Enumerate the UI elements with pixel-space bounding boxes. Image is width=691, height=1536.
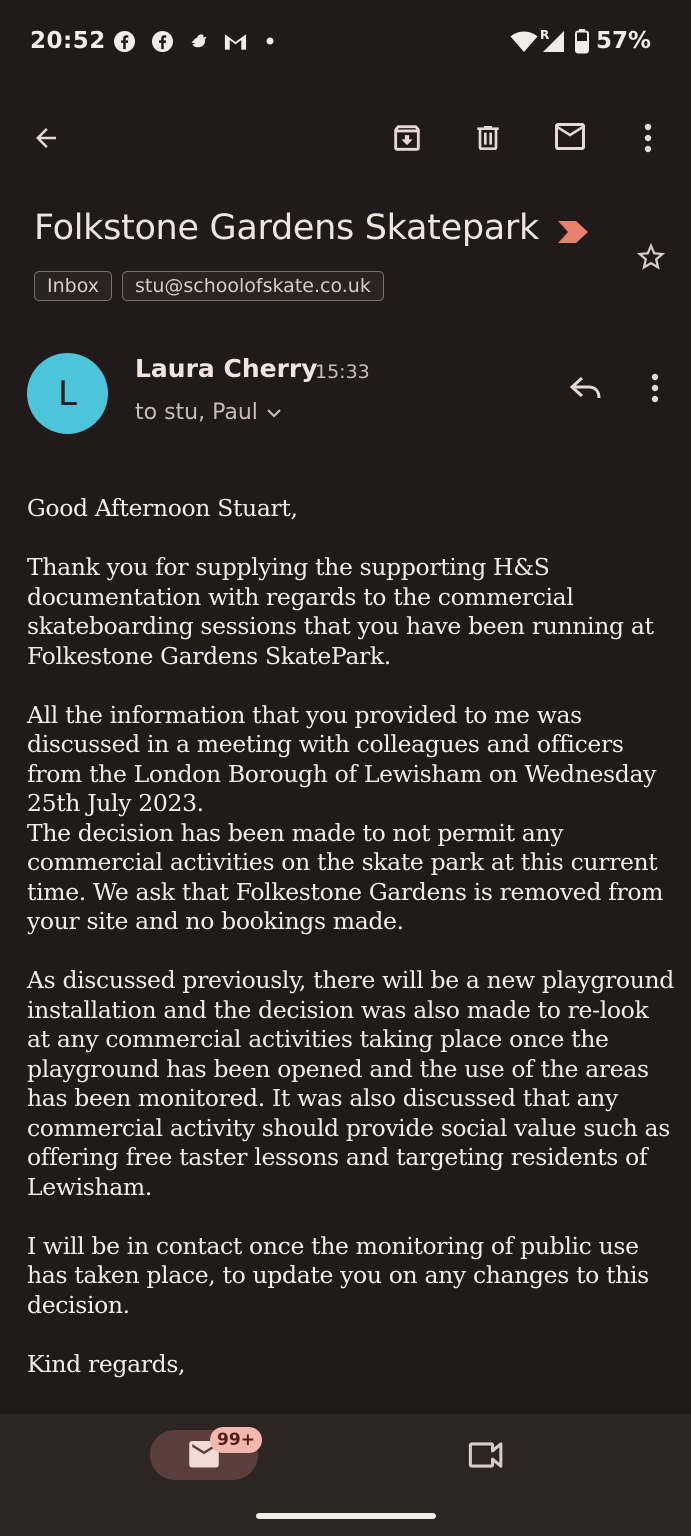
dot-icon	[266, 37, 274, 45]
more-vertical-icon	[643, 123, 653, 153]
body-paragraph: As discussed previously, there will be a new playground installation and the decision was also made to re-look at any commercial activities taking place once the playground has been opened and the use of the areas has been monitored. It was also discussed that any commercial activity should provide social value such as offering free taster lessons and targeting residents of Lewisham.	[27, 966, 674, 1201]
reply-button[interactable]	[563, 365, 609, 411]
video-camera-icon	[469, 1441, 505, 1469]
delete-button[interactable]	[462, 112, 514, 164]
signal-icon	[543, 30, 565, 53]
archive-icon	[390, 121, 424, 155]
body-paragraph: Thank you for supplying the supporting H&S documentation with regards to the commercial skateboarding sessions that you have been running at Folkestone Gardens SkatePark.	[27, 553, 654, 670]
back-button[interactable]	[20, 112, 72, 164]
star-icon	[634, 240, 668, 274]
body-paragraph: All the information that you provided to me was discussed in a meeting with colleagues and officers from the London Borough of Lewisham on Wednesday 25th July 2023. The decision has been made to not permit any commercial activities on the skate park at this current time. We ask that Folkestone Gardens is removed from your site and no bookings made.	[27, 700, 664, 935]
reply-icon	[570, 375, 602, 401]
unread-count-badge: 99+	[210, 1427, 262, 1453]
message-more-button[interactable]	[632, 365, 678, 411]
mark-unread-button[interactable]	[544, 112, 596, 164]
nav-meet[interactable]	[462, 1430, 512, 1480]
more-vertical-icon	[650, 373, 660, 403]
home-indicator[interactable]	[256, 1513, 436, 1519]
sender-time: 15:33	[315, 361, 370, 383]
body-paragraph: I will be in contact once the monitoring of public use has taken place, to update you on any changes to this decision.	[27, 1231, 649, 1319]
mail-icon	[552, 123, 588, 153]
archive-button[interactable]	[381, 112, 433, 164]
trash-icon	[472, 121, 504, 155]
recipients-text: to stu, Paul	[135, 400, 258, 425]
back-arrow-icon	[31, 123, 61, 153]
status-time: 20:52	[30, 28, 106, 54]
facebook-icon	[113, 30, 136, 53]
label-chip-inbox[interactable]: Inbox	[34, 271, 112, 301]
email-body	[27, 494, 677, 1414]
gmail-icon	[223, 30, 248, 52]
label-chip-account[interactable]: stu@schoolofskate.co.uk	[122, 271, 384, 301]
body-paragraph: Good Afternoon Stuart,	[27, 494, 298, 522]
email-subject: Folkstone Gardens Skatepark	[34, 208, 539, 248]
battery-icon	[575, 29, 589, 53]
star-button[interactable]	[628, 234, 674, 280]
roaming-indicator: R	[540, 28, 550, 42]
recipients-toggle[interactable]	[135, 400, 282, 425]
importance-marker-icon[interactable]	[558, 221, 588, 243]
battery-percent: 57%	[596, 28, 652, 54]
facebook-icon	[151, 30, 174, 53]
bird-icon	[188, 30, 212, 53]
more-options-button[interactable]	[622, 112, 674, 164]
sender-name: Laura Cherry	[135, 354, 318, 383]
avatar[interactable]: L	[27, 353, 108, 434]
wifi-icon	[510, 30, 538, 53]
chevron-down-icon	[266, 407, 282, 419]
body-paragraph: Kind regards,	[27, 1349, 186, 1378]
